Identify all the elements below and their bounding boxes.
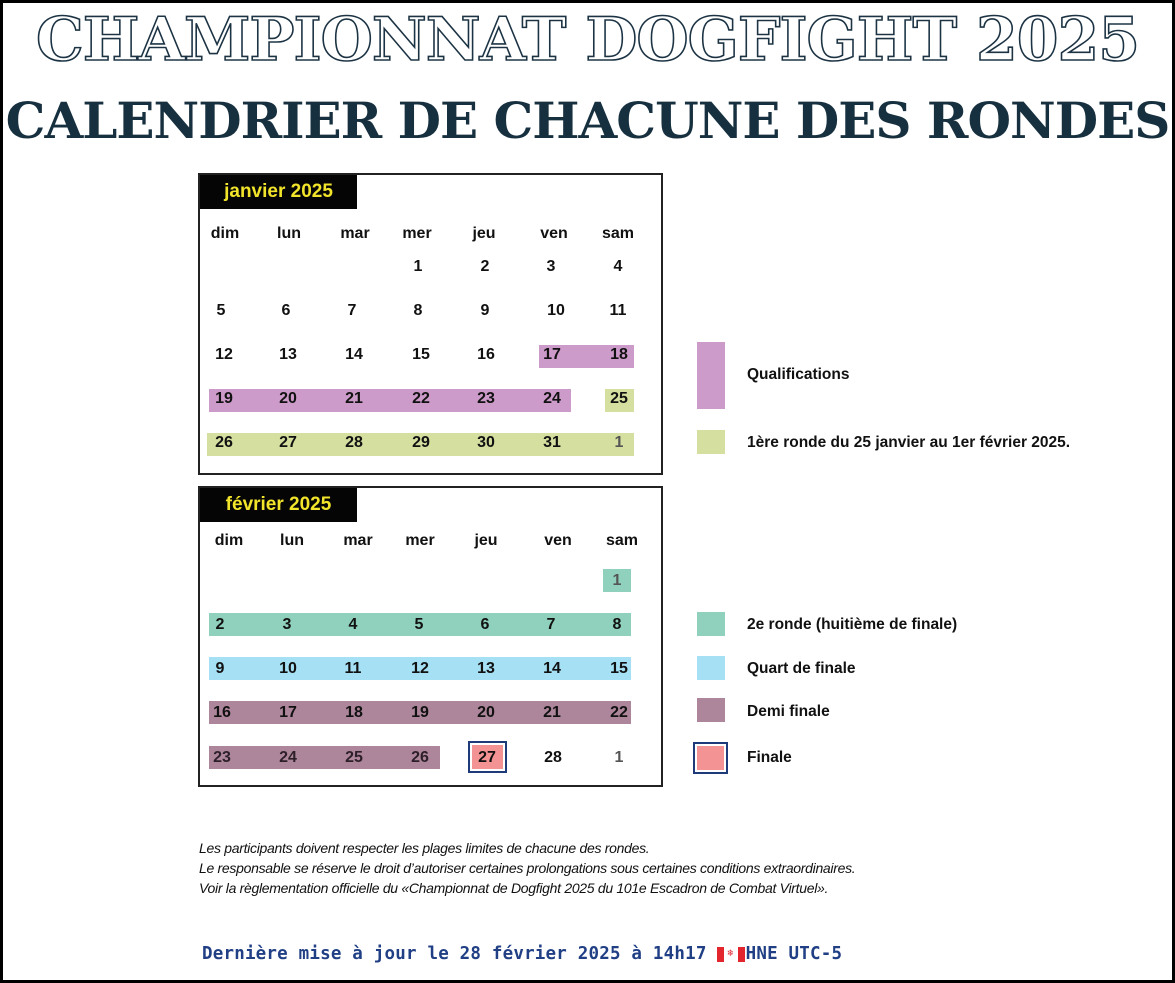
page-subtitle: CALENDRIER DE CHACUNE DES RONDES [5, 91, 1170, 150]
day-cell: 5 [414, 616, 424, 633]
day-cell: 12 [411, 660, 429, 677]
weekday-label: jeu [472, 225, 496, 242]
legend-label: Finale [747, 749, 792, 766]
day-cell: 22 [412, 390, 430, 407]
day-cell: 10 [547, 302, 565, 319]
day-cell: 20 [279, 390, 297, 407]
legend-label: 1ère ronde du 25 janvier au 1er février 2025. [747, 434, 1071, 451]
legend-swatch-ronde1 [697, 430, 725, 454]
day-cell: 26 [215, 434, 233, 451]
weekday-label: mer [405, 532, 435, 549]
day-cell: 19 [411, 704, 429, 721]
weekday-label: dim [214, 532, 244, 549]
day-cell: 2 [215, 616, 225, 633]
day-cell: 19 [215, 390, 233, 407]
day-cell: 25 [610, 390, 628, 407]
day-cell: 16 [477, 346, 495, 363]
day-cell: 26 [411, 749, 429, 766]
calendar-january [198, 173, 663, 475]
weekday-label: ven [540, 225, 568, 242]
day-cell: 7 [347, 302, 357, 319]
day-cell: 20 [477, 704, 495, 721]
day-cell: 11 [609, 302, 627, 319]
legend-label: 2e ronde (huitième de finale) [747, 616, 958, 633]
day-cell: 24 [543, 390, 561, 407]
canada-flag-icon: ❄ [717, 947, 745, 962]
note-line: Voir la règlementation officielle du «Championnat de Dogfight 2025 du 101e Escadron de Combat Virtuel». [199, 880, 829, 896]
legend-swatch-ronde2 [697, 612, 725, 636]
legend-swatch-finale [693, 742, 728, 774]
rules-notes [199, 838, 855, 898]
last-updated-text: Dernière mise à jour le 28 février 2025 à 14h17 [202, 944, 707, 964]
day-cell: 16 [213, 704, 231, 721]
day-cell: 17 [279, 704, 297, 721]
day-cell: 25 [345, 749, 363, 766]
day-cell: 14 [345, 346, 363, 363]
legend-label: Demi finale [747, 703, 830, 720]
weekday-label: mer [402, 225, 432, 242]
day-cell: 31 [543, 434, 561, 451]
timezone-text: HNE UTC-5 [745, 944, 843, 964]
legend-label: Quart de finale [747, 660, 856, 677]
calendar-february [198, 486, 663, 787]
month-label-january: janvier 2025 [200, 175, 357, 209]
day-cell: 17 [543, 346, 561, 363]
day-cell: 7 [546, 616, 556, 633]
day-cell: 15 [610, 660, 628, 677]
weekday-label: dim [210, 225, 240, 242]
weekday-label: lun [280, 532, 304, 549]
day-cell: 21 [543, 704, 561, 721]
legend-swatch-demi [697, 698, 725, 722]
day-cell: 4 [348, 616, 358, 633]
legend-swatch-qualifications [697, 342, 725, 409]
day-cell: 3 [282, 616, 292, 633]
day-cell: 2 [480, 258, 490, 275]
day-cell: 13 [477, 660, 495, 677]
day-cell: 23 [213, 749, 231, 766]
weekday-label: sam [601, 225, 635, 242]
day-cell: 29 [412, 434, 430, 451]
day-cell: 8 [612, 616, 622, 633]
day-cell: 18 [610, 346, 628, 363]
day-cell: 1 [612, 572, 622, 589]
day-cell: 13 [279, 346, 297, 363]
day-cell: 6 [281, 302, 291, 319]
day-cell: 10 [279, 660, 297, 677]
day-cell: 4 [613, 258, 623, 275]
day-cell: 6 [480, 616, 490, 633]
weekday-label: mar [340, 225, 370, 242]
day-cell-next-month: 1 [614, 749, 624, 766]
weekday-label: ven [544, 532, 572, 549]
day-cell: 28 [544, 749, 562, 766]
day-cell: 1 [413, 258, 423, 275]
weekday-label: mar [343, 532, 373, 549]
day-cell: 18 [345, 704, 363, 721]
day-cell-next-month: 1 [614, 434, 624, 451]
legend-label: Qualifications [747, 366, 850, 383]
month-label-february: février 2025 [200, 488, 357, 522]
legend-swatch-quart [697, 656, 725, 680]
day-cell: 9 [215, 660, 225, 677]
day-cell: 21 [345, 390, 363, 407]
weekday-label: lun [277, 225, 301, 242]
page-title: CHAMPIONNAT DOGFIGHT 2025 [35, 5, 1140, 75]
day-cell: 24 [279, 749, 297, 766]
day-cell: 12 [215, 346, 233, 363]
day-cell: 3 [546, 258, 556, 275]
note-line: Les participants doivent respecter les plages limites de chacune des rondes. [199, 840, 650, 856]
day-cell: 23 [477, 390, 495, 407]
day-cell: 30 [477, 434, 495, 451]
day-cell: 28 [345, 434, 363, 451]
day-cell-finale: 27 [478, 749, 496, 766]
last-updated [202, 944, 842, 964]
day-cell: 14 [543, 660, 561, 677]
day-cell: 15 [412, 346, 430, 363]
weekday-label: jeu [474, 532, 498, 549]
day-cell: 11 [344, 660, 362, 677]
day-cell: 27 [279, 434, 297, 451]
day-cell: 9 [480, 302, 490, 319]
day-cell: 8 [413, 302, 423, 319]
note-line: Le responsable se réserve le droit d’autoriser certaines prolongations sous certaines conditions extraordinaires. [199, 860, 856, 876]
day-cell: 5 [216, 302, 226, 319]
weekday-label: sam [605, 532, 639, 549]
day-cell: 22 [610, 704, 628, 721]
